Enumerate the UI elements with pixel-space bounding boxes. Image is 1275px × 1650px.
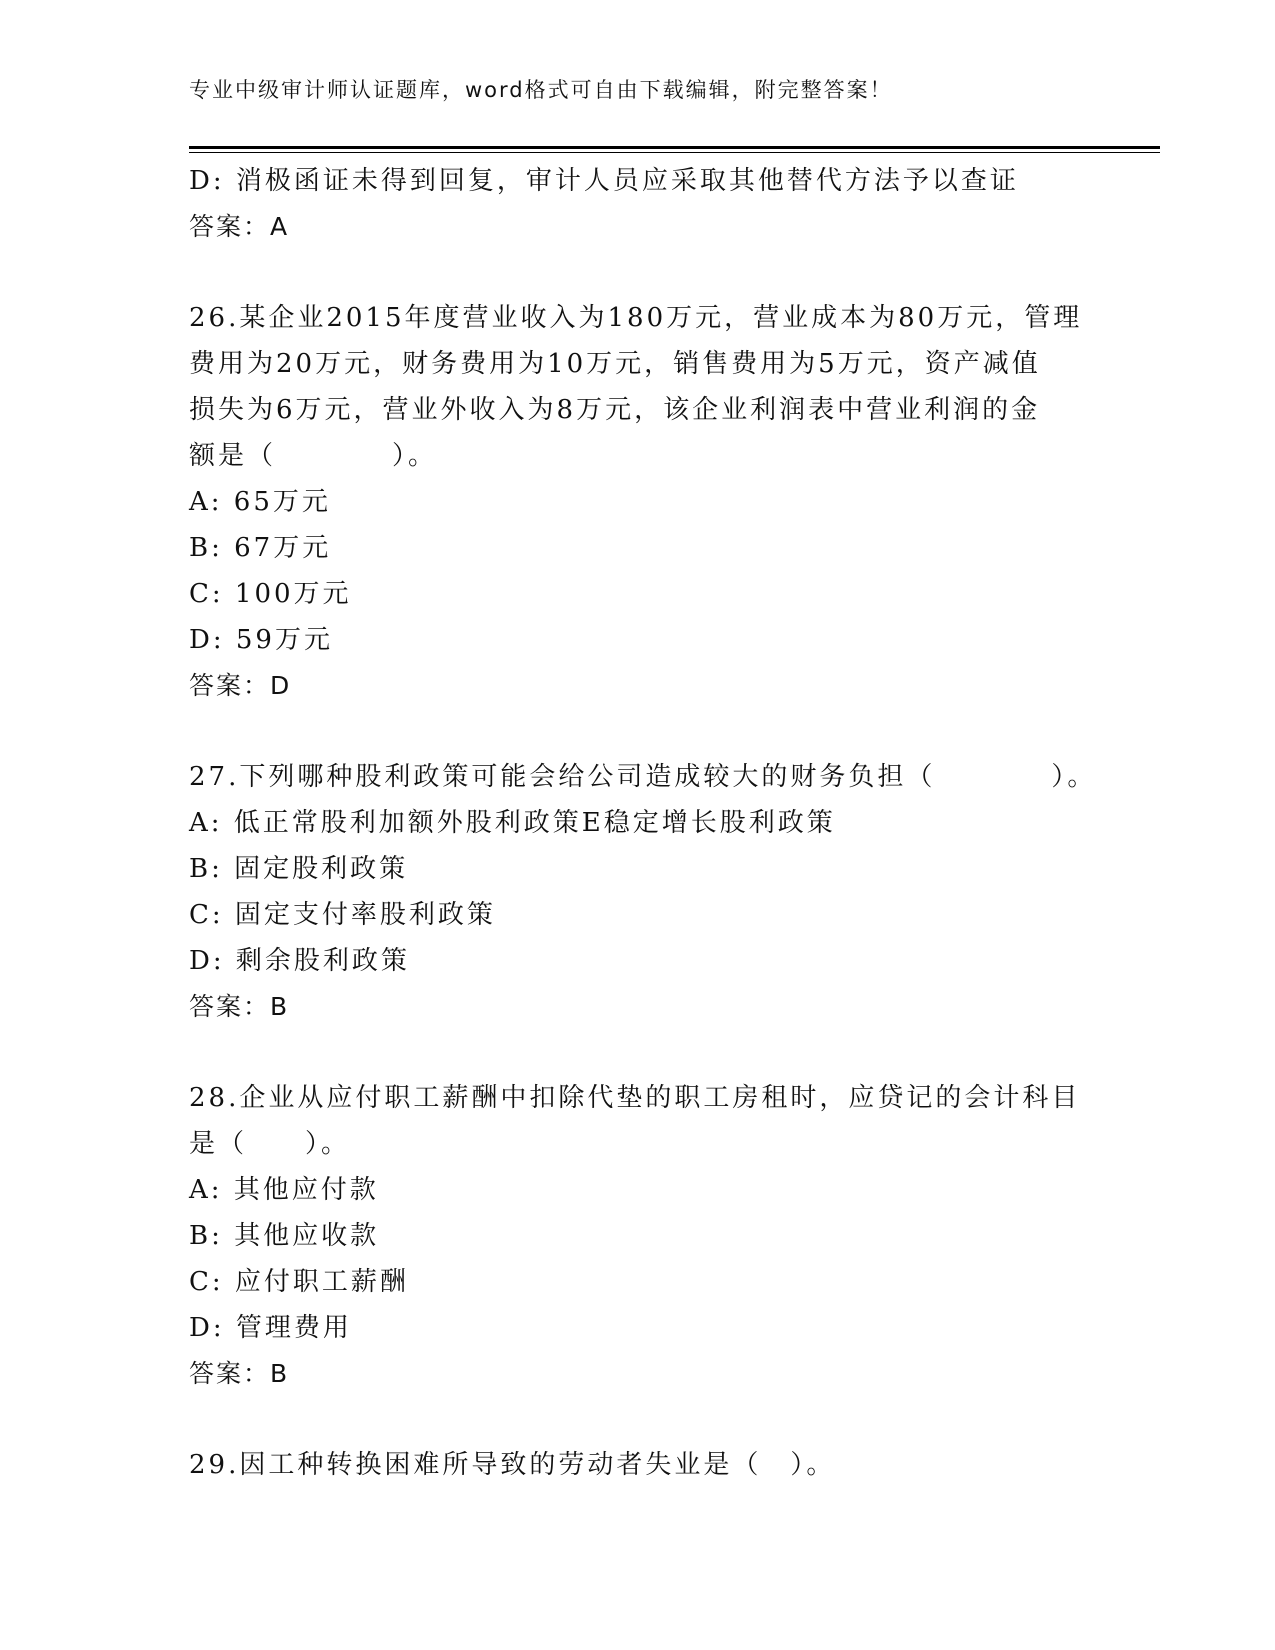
- question-29: [189, 1442, 1089, 1488]
- answer-line: 答案：B: [189, 992, 290, 1021]
- option-d: D: 消极函证未得到回复，审计人员应采取其他替代方法予以查证: [189, 166, 1019, 196]
- option-d: D: 剩余股利政策: [189, 946, 410, 976]
- spacer: [189, 1030, 1089, 1075]
- spacer: [189, 250, 1089, 295]
- option-a: A: 其他应付款: [189, 1175, 379, 1205]
- option-c: C: 固定支付率股利政策: [189, 900, 496, 930]
- question-stem-line: 额是（ ）。: [189, 441, 438, 471]
- question-stem-line: 28.企业从应付职工薪酬中扣除代垫的职工房租时，应贷记的会计科目: [189, 1083, 1081, 1113]
- answer-line: 答案：A: [189, 212, 290, 241]
- option-d: D: 59万元: [189, 625, 333, 655]
- option-b: B: 其他应收款: [189, 1221, 380, 1251]
- header-rule-thin: [189, 152, 1160, 153]
- answer-line: 答案：D: [189, 671, 292, 700]
- question-stem-line: 27.下列哪种股利政策可能会给公司造成较大的财务负担（ ）。: [189, 762, 1097, 792]
- option-c: C: 100万元: [189, 579, 352, 609]
- question-stem-line: 26.某企业2015年度营业收入为180万元，营业成本为80万元，管理: [189, 303, 1083, 333]
- question-28: [189, 1075, 1089, 1397]
- question-stem-line: 损失为6万元，营业外收入为8万元，该企业利润表中营业利润的金: [189, 395, 1041, 425]
- question-26: [189, 295, 1089, 709]
- question-content: [189, 158, 1097, 1488]
- spacer: [189, 1397, 1089, 1442]
- option-c: C: 应付职工薪酬: [189, 1267, 409, 1297]
- question-stem-line: 是（ ）。: [189, 1129, 351, 1159]
- option-a: A: 65万元: [189, 487, 331, 517]
- header-rule-thick: [189, 146, 1160, 149]
- page-header: 专业中级审计师认证题库，word格式可自由下载编辑，附完整答案！: [189, 78, 893, 102]
- answer-line: 答案：B: [189, 1359, 290, 1388]
- previous-question-tail: [189, 158, 1089, 250]
- spacer: [189, 709, 1089, 754]
- option-b: B: 固定股利政策: [189, 854, 409, 884]
- question-stem-line: 费用为20万元，财务费用为10万元，销售费用为5万元，资产减值: [189, 349, 1041, 379]
- option-b: B: 67万元: [189, 533, 332, 563]
- question-stem-line: 29.因工种转换困难所导致的劳动者失业是（ ）。: [189, 1450, 836, 1480]
- question-27: [189, 754, 1097, 1030]
- option-a: A: 低正常股利加额外股利政策E稳定增长股利政策: [189, 808, 836, 838]
- option-d: D: 管理费用: [189, 1313, 352, 1343]
